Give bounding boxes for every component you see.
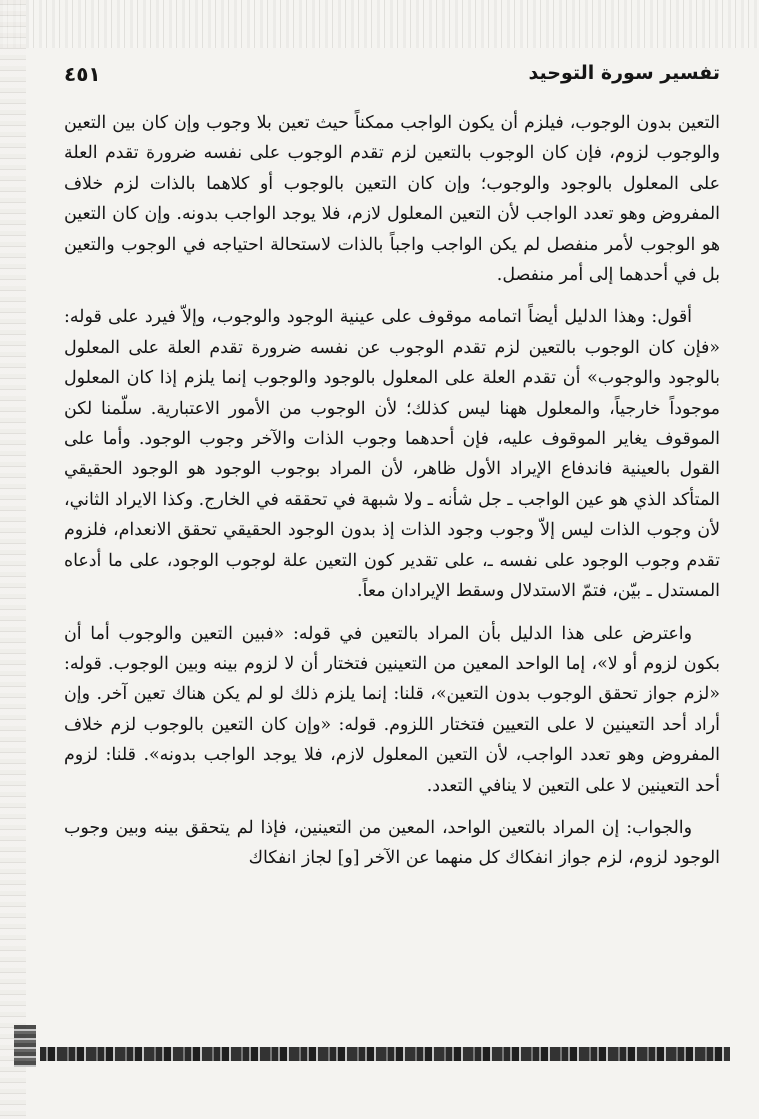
body-text <box>64 108 720 886</box>
paragraph: التعين بدون الوجوب، فيلزم أن يكون الواجب ممكناً حيث تعين بلا وجوب وإن كان بين التعين والوجوب لزوم، فإن كان الوجوب بالتعين لزم تقدم الوجوب على نفسه ضرورة تقدم العلة على المعلول بالوجود والوجوب؛ وإن كان التعين بالوجوب أو كلاهما بالذات لزم خلاف المفروض وهو تعدد الواجب لأن التعين المعلول لازم، فلا يوجد الواجب بدونه. وإن كان التعين هو الوجوب لأمر منفصل لم يكن الواجب واجباً بالذات لاستحالة احتياجه في الوجوب والتعين بل في أحدهما إلى أمر منفصل. <box>64 113 720 286</box>
paragraph: والجواب: إن المراد بالتعين الواحد، المعين من التعينين، فإذا لم يتحقق بينه وبين وجوب الوجود لزوم، لزم جواز انفكاك كل منهما عن الآخر [و] لجاز انفكاك <box>64 817 720 869</box>
scan-noise-bottom-left <box>14 1025 36 1067</box>
scan-noise-left <box>0 0 26 1119</box>
paragraph: أقول: وهذا الدليل أيضاً اتمامه موقوف على عينية الوجود والوجوب، وإلاّ فيرد على قوله: «فإن كان الوجوب بالتعين لزم تقدم الوجوب عن نفسه ضرورة تقدم العلة على المعلول بالوجود والوجوب» أن تقدم العلة على المعلول بالوجود والوجوب إنما يلزم إذا كان المعلول موجوداً خارجياً، والمعلول ههنا ليس كذلك؛ لأن الوجوب من الأمور الاعتبارية. سلّمنا لكن الموقوف يغاير الموقوف عليه، فإن أحدهما وجوب الذات والآخر وجوب الوجود. وأما على القول بالعينية فاندفاع الإيراد الأول ظاهر، لأن المراد بوجوب الوجود هو الوجود الحقيقي المتأكد الذي هو عين الواجب ـ جل شأنه ـ ولا شبهة في تحققه في الخارج. وكذا الايراد الثاني، لأن وجوب الذات ليس إلاّ وجوب وجود الذات إذ بدون الوجود الحقيقي تحقق الانعدام، فلزوم تقدم وجوب الوجود على نفسه ـ، على تقدير كون التعين علة لوجوب الوجود، على ما أدعاه المستدل ـ بيّن، فتمّ الاستدلال وسقط الإيرادان معاً. <box>64 307 720 602</box>
paragraph: واعترض على هذا الدليل بأن المراد بالتعين في قوله: «فبين التعين والوجوب أما أن بكون لزوم أو لا»، إما الواحد المعين من التعينين فتختار أن لا لزوم بينه وبين الوجوب. قوله: «لزم جواز تحقق الوجوب بدون التعين»، قلنا: إنما يلزم ذلك لو لم يكن هناك تعين آخر. وإن أراد أحد التعينين لا على التعيين فتختار اللزوم. قوله: «وإن كان التعين بالوجوب لزم خلاف المفروض وهو تعدد الواجب، لأن التعين المعلول لازم، فلا يوجد الواجب بدونه». قلنا: لزوم أحد التعينين لا على التعين لا ينافي التعدد. <box>64 623 720 796</box>
scan-noise-top <box>0 0 759 48</box>
page-number: ٤٥١ <box>64 62 101 86</box>
scan-noise-bottom <box>40 1047 730 1061</box>
running-title: تفسير سورة التوحيد <box>528 62 720 84</box>
page-header <box>64 62 720 92</box>
